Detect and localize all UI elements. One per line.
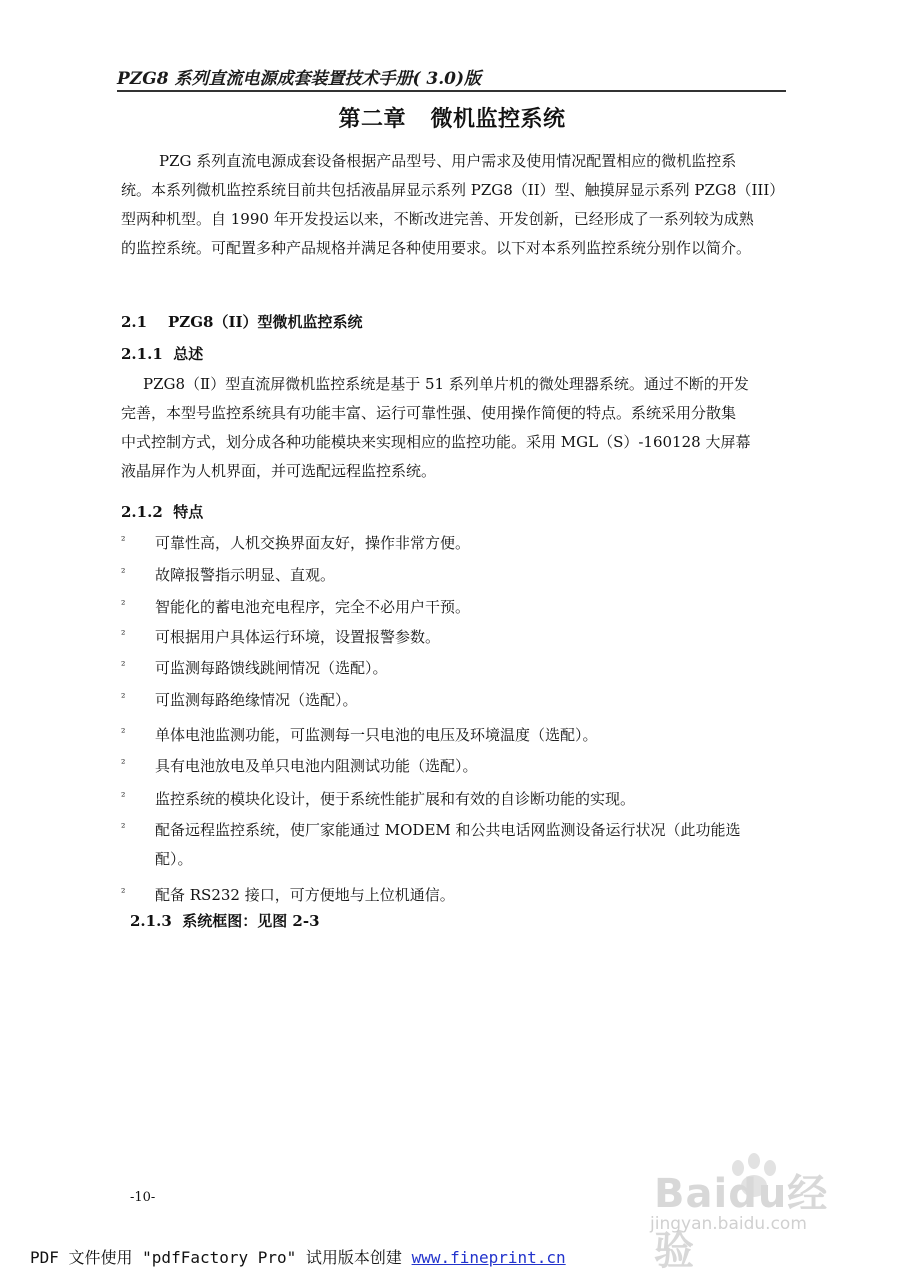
feature-text-continuation: 配）。 [155,850,193,868]
feature-item [121,623,785,652]
feature-text: 智能化的蓄电池充电程序，完全不必用户干预。 [155,598,471,616]
overview-line: 完善，本型号监控系统具有功能丰富、运行可靠性强、使用操作简便的特点。系统采用分散集 [121,404,737,422]
bullet-icon: ² [121,726,126,739]
feature-item [121,816,785,874]
header-divider [117,90,786,92]
feature-text: 配备 RS232 接口，可方便地与上位机通信。 [155,886,455,904]
feature-item [121,529,785,558]
feature-text: 可靠性高，人机交换界面友好，操作非常方便。 [155,534,471,552]
baidu-watermark [644,1152,854,1274]
footer-link[interactable]: www.fineprint.cn [411,1248,566,1267]
intro-line: 的监控系统。可配置多种产品规格并满足各种使用要求。以下对本系列监控系统分别作以简介。 [121,239,752,257]
feature-item [121,561,785,590]
feature-text: 配备远程监控系统，使厂家能通过 MODEM 和公共电话网监测设备运行状况（此功能选 [155,821,741,839]
intro-paragraph [121,147,785,263]
watermark-url: jingyan.baidu.com [650,1214,807,1234]
bullet-icon: ² [121,691,126,704]
feature-text: 监控系统的模块化设计，便于系统性能扩展和有效的自诊断功能的实现。 [155,790,636,808]
bullet-icon: ² [121,534,126,547]
feature-text: 可监测每路绝缘情况（选配）。 [155,691,358,709]
chapter-title: 第二章 微机监控系统 [338,106,566,132]
intro-line: 统。本系列微机监控系统目前共包括液晶屏显示系列 PZG8（II）型、触摸屏显示系列 PZG8（III） [121,181,785,199]
feature-text: 可监测每路馈线跳闸情况（选配）。 [155,659,388,677]
feature-item [121,881,785,910]
feature-item [121,785,785,814]
bullet-icon: ² [121,566,126,579]
section-2-1-heading: 2.1 PZG8（II）型微机监控系统 [121,313,363,331]
footer-text: PDF 文件使用 "pdfFactory Pro" 试用版本创建 [30,1248,412,1267]
bullet-icon: ² [121,628,126,641]
intro-line: 型两种机型。自 1990 年开发投运以来，不断改进完善、开发创新，已经形成了一系列较为成熟 [121,210,754,228]
bullet-icon: ² [121,886,126,899]
feature-item [121,752,785,781]
feature-text: 故障报警指示明显、直观。 [155,566,336,584]
section-2-1-1-heading: 2.1.1 总述 [121,345,204,363]
overview-line: PZG8（Ⅱ）型直流屏微机监控系统是基于 51 系列单片机的微处理器系统。通过不断的开发 [143,375,749,393]
feature-item [121,593,785,622]
bullet-icon: ² [121,659,126,672]
feature-text: 可根据用户具体运行环境，设置报警参数。 [155,628,441,646]
intro-line: PZG 系列直流电源成套设备根据产品型号、用户需求及使用情况配置相应的微机监控系 [159,152,737,170]
feature-item [121,721,785,750]
pdf-footer [30,1245,566,1268]
feature-item [121,686,785,715]
bullet-icon: ² [121,598,126,611]
overview-paragraph [121,370,785,486]
feature-text: 单体电池监测功能，可监测每一只电池的电压及环境温度（选配）。 [155,726,598,744]
feature-item [121,654,785,683]
overview-line: 中式控制方式，划分成各种功能模块来实现相应的监控功能。采用 MGL（S）-160128 大屏幕 [121,433,751,451]
section-2-1-2-heading: 2.1.2 特点 [121,503,204,521]
bullet-icon: ² [121,821,126,834]
bullet-icon: ² [121,790,126,803]
bullet-icon: ² [121,757,126,770]
section-2-1-3-heading: 2.1.3 系统框图：见图 2-3 [130,912,320,930]
page-number: -10- [130,1190,156,1205]
watermark-brand: Baidu经验 [654,1171,829,1274]
overview-line: 液晶屏作为人机界面，并可选配远程监控系统。 [121,462,437,480]
header-title: PZG8 系列直流电源成套装置技术手册( 3.0)版 [117,69,482,89]
feature-text: 具有电池放电及单只电池内阻测试功能（选配）。 [155,757,478,775]
